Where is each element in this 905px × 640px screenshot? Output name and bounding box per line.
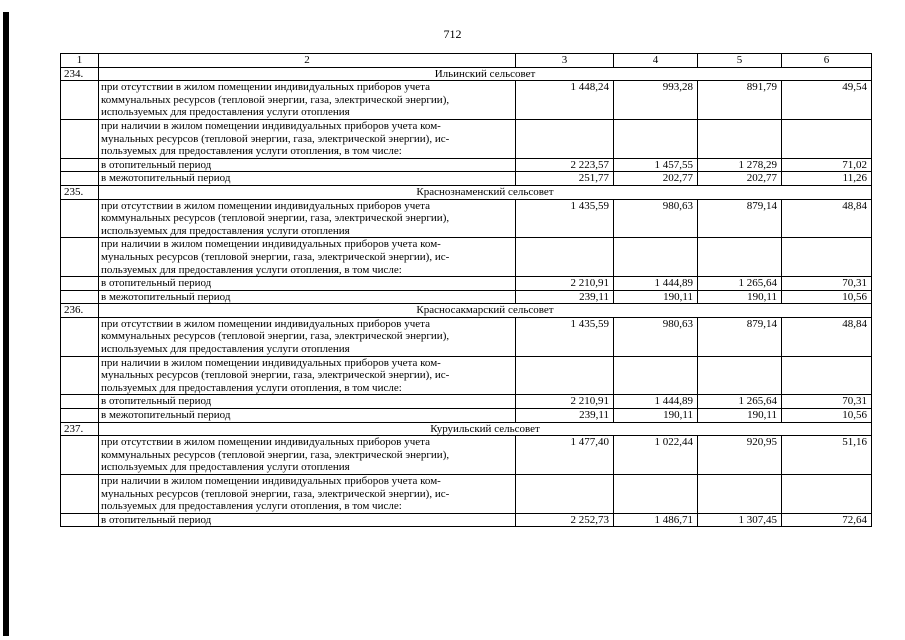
value-cell-c3: 1 435,59 bbox=[516, 317, 614, 356]
value-cell-c5: 1 265,64 bbox=[698, 395, 782, 409]
value-cell-c3: 1 477,40 bbox=[516, 436, 614, 475]
value-cell-c3 bbox=[516, 475, 614, 514]
index-cell bbox=[61, 356, 99, 395]
value-cell-c6: 51,16 bbox=[782, 436, 872, 475]
value-cell-c5 bbox=[698, 119, 782, 158]
section-number: 237. bbox=[61, 422, 99, 436]
description-cell bbox=[99, 409, 516, 423]
table-row bbox=[61, 395, 872, 409]
value-cell-c6: 70,31 bbox=[782, 277, 872, 291]
value-cell-c3 bbox=[516, 238, 614, 277]
description-line: в межотопительный период bbox=[101, 409, 231, 422]
value-cell-c5: 190,11 bbox=[698, 409, 782, 423]
value-cell-c4: 202,77 bbox=[614, 172, 698, 186]
index-cell bbox=[61, 513, 99, 527]
page-number: 712 bbox=[443, 27, 462, 41]
value-cell-c3: 2 210,91 bbox=[516, 395, 614, 409]
description-line: пользуемых для предоставления услуги отопления, в том числе: bbox=[101, 145, 402, 158]
value-cell-c4: 1 486,71 bbox=[614, 513, 698, 527]
description-cell bbox=[99, 395, 516, 409]
description-cell bbox=[99, 436, 516, 475]
value-cell-c6: 71,02 bbox=[782, 158, 872, 172]
index-cell bbox=[61, 199, 99, 238]
header-cell-5: 5 bbox=[698, 54, 782, 68]
table-row bbox=[61, 475, 872, 514]
description-line: используемых для предоставления услуги отопления bbox=[101, 224, 350, 237]
value-cell-c4: 1 444,89 bbox=[614, 395, 698, 409]
description-line: при наличии в жилом помещении индивидуальных приборов учета ком- bbox=[101, 356, 441, 369]
value-cell-c3: 2 223,57 bbox=[516, 158, 614, 172]
description-cell bbox=[99, 277, 516, 291]
description-line: при отсутствии в жилом помещении индивидуальных приборов учета bbox=[101, 436, 430, 449]
description-line: коммунальных ресурсов (тепловой энергии, газа, электрической энергии), bbox=[101, 448, 450, 461]
value-cell-c6 bbox=[782, 475, 872, 514]
value-cell-c5: 920,95 bbox=[698, 436, 782, 475]
index-cell bbox=[61, 81, 99, 120]
section-number: 234. bbox=[61, 67, 99, 81]
table-row bbox=[61, 158, 872, 172]
value-cell-c6: 72,64 bbox=[782, 513, 872, 527]
value-cell-c3: 239,11 bbox=[516, 409, 614, 423]
value-cell-c6 bbox=[782, 356, 872, 395]
value-cell-c3: 251,77 bbox=[516, 172, 614, 186]
table-row bbox=[61, 436, 872, 475]
description-cell bbox=[99, 81, 516, 120]
index-cell bbox=[61, 277, 99, 291]
value-cell-c5: 1 278,29 bbox=[698, 158, 782, 172]
table-row bbox=[61, 317, 872, 356]
table-row bbox=[61, 172, 872, 186]
index-cell bbox=[61, 238, 99, 277]
value-cell-c5: 879,14 bbox=[698, 199, 782, 238]
table-row bbox=[61, 513, 872, 527]
value-cell-c3: 1 435,59 bbox=[516, 199, 614, 238]
description-cell bbox=[99, 513, 516, 527]
description-line: в отопительный период bbox=[101, 395, 212, 408]
value-cell-c5 bbox=[698, 238, 782, 277]
scan-edge-bar bbox=[3, 12, 9, 636]
value-cell-c5: 190,11 bbox=[698, 290, 782, 304]
value-cell-c4: 1 457,55 bbox=[614, 158, 698, 172]
description-line: в отопительный период bbox=[101, 513, 212, 526]
value-cell-c4 bbox=[614, 356, 698, 395]
description-line: при наличии в жилом помещении индивидуальных приборов учета ком- bbox=[101, 238, 441, 251]
table-row bbox=[61, 277, 872, 291]
description-cell bbox=[99, 158, 516, 172]
value-cell-c5 bbox=[698, 356, 782, 395]
header-cell-6: 6 bbox=[782, 54, 872, 68]
table-row bbox=[61, 119, 872, 158]
table-row bbox=[61, 199, 872, 238]
value-cell-c6: 10,56 bbox=[782, 409, 872, 423]
description-cell bbox=[99, 475, 516, 514]
description-line: мунальных ресурсов (тепловой энергии, газа, электрической энергии), ис- bbox=[101, 250, 450, 263]
section-number: 235. bbox=[61, 185, 99, 199]
section-row bbox=[61, 67, 872, 81]
description-line: используемых для предоставления услуги отопления bbox=[101, 106, 350, 119]
description-line: в межотопительный период bbox=[101, 172, 231, 185]
description-line: в отопительный период bbox=[101, 277, 212, 290]
value-cell-c3: 2 210,91 bbox=[516, 277, 614, 291]
value-cell-c4: 1 022,44 bbox=[614, 436, 698, 475]
index-cell bbox=[61, 395, 99, 409]
description-line: в отопительный период bbox=[101, 158, 212, 171]
section-row bbox=[61, 422, 872, 436]
header-cell-1: 1 bbox=[61, 54, 99, 68]
table-row bbox=[61, 356, 872, 395]
value-cell-c5: 891,79 bbox=[698, 81, 782, 120]
index-cell bbox=[61, 158, 99, 172]
index-cell bbox=[61, 172, 99, 186]
description-cell bbox=[99, 119, 516, 158]
value-cell-c4: 1 444,89 bbox=[614, 277, 698, 291]
value-cell-c6: 70,31 bbox=[782, 395, 872, 409]
value-cell-c3: 2 252,73 bbox=[516, 513, 614, 527]
value-cell-c5: 1 307,45 bbox=[698, 513, 782, 527]
tariff-table bbox=[60, 53, 872, 527]
index-cell bbox=[61, 409, 99, 423]
description-line: при отсутствии в жилом помещении индивидуальных приборов учета bbox=[101, 317, 430, 330]
description-line: пользуемых для предоставления услуги отопления, в том числе: bbox=[101, 263, 402, 276]
description-line: при отсутствии в жилом помещении индивидуальных приборов учета bbox=[101, 81, 430, 94]
description-line: при отсутствии в жилом помещении индивидуальных приборов учета bbox=[101, 199, 430, 212]
description-line: используемых для предоставления услуги отопления bbox=[101, 461, 350, 474]
section-title: Краснознаменский сельсовет bbox=[99, 185, 872, 199]
value-cell-c4: 980,63 bbox=[614, 199, 698, 238]
table-row bbox=[61, 81, 872, 120]
value-cell-c4: 190,11 bbox=[614, 290, 698, 304]
value-cell-c3: 1 448,24 bbox=[516, 81, 614, 120]
description-cell bbox=[99, 356, 516, 395]
description-line: мунальных ресурсов (тепловой энергии, газа, электрической энергии), ис- bbox=[101, 132, 450, 145]
value-cell-c6: 11,26 bbox=[782, 172, 872, 186]
value-cell-c4 bbox=[614, 119, 698, 158]
value-cell-c6 bbox=[782, 238, 872, 277]
header-cell-2: 2 bbox=[99, 54, 516, 68]
description-cell bbox=[99, 172, 516, 186]
value-cell-c4 bbox=[614, 238, 698, 277]
table-row bbox=[61, 409, 872, 423]
section-row bbox=[61, 185, 872, 199]
description-line: пользуемых для предоставления услуги отопления, в том числе: bbox=[101, 381, 402, 394]
value-cell-c4 bbox=[614, 475, 698, 514]
section-title: Куруильский сельсовет bbox=[99, 422, 872, 436]
description-line: коммунальных ресурсов (тепловой энергии, газа, электрической энергии), bbox=[101, 330, 450, 343]
description-line: коммунальных ресурсов (тепловой энергии, газа, электрической энергии), bbox=[101, 212, 450, 225]
value-cell-c6: 49,54 bbox=[782, 81, 872, 120]
description-line: мунальных ресурсов (тепловой энергии, газа, электрической энергии), ис- bbox=[101, 487, 450, 500]
description-line: мунальных ресурсов (тепловой энергии, газа, электрической энергии), ис- bbox=[101, 369, 450, 382]
value-cell-c6 bbox=[782, 119, 872, 158]
value-cell-c4: 190,11 bbox=[614, 409, 698, 423]
value-cell-c3: 239,11 bbox=[516, 290, 614, 304]
description-line: в межотопительный период bbox=[101, 290, 231, 303]
description-cell bbox=[99, 290, 516, 304]
index-cell bbox=[61, 290, 99, 304]
description-line: при наличии в жилом помещении индивидуальных приборов учета ком- bbox=[101, 119, 441, 132]
value-cell-c5: 202,77 bbox=[698, 172, 782, 186]
value-cell-c4: 993,28 bbox=[614, 81, 698, 120]
description-cell bbox=[99, 317, 516, 356]
value-cell-c3 bbox=[516, 119, 614, 158]
description-cell bbox=[99, 199, 516, 238]
value-cell-c5: 1 265,64 bbox=[698, 277, 782, 291]
value-cell-c6: 48,84 bbox=[782, 199, 872, 238]
header-cell-4: 4 bbox=[614, 54, 698, 68]
section-title: Ильинский сельсовет bbox=[99, 67, 872, 81]
index-cell bbox=[61, 436, 99, 475]
description-cell bbox=[99, 238, 516, 277]
header-row bbox=[61, 54, 872, 68]
table-row bbox=[61, 290, 872, 304]
header-cell-3: 3 bbox=[516, 54, 614, 68]
value-cell-c6: 10,56 bbox=[782, 290, 872, 304]
section-number: 236. bbox=[61, 304, 99, 318]
value-cell-c6: 48,84 bbox=[782, 317, 872, 356]
description-line: используемых для предоставления услуги отопления bbox=[101, 343, 350, 356]
section-title: Красносакмарский сельсовет bbox=[99, 304, 872, 318]
table-row bbox=[61, 238, 872, 277]
section-row bbox=[61, 304, 872, 318]
index-cell bbox=[61, 119, 99, 158]
value-cell-c3 bbox=[516, 356, 614, 395]
index-cell bbox=[61, 317, 99, 356]
description-line: коммунальных ресурсов (тепловой энергии, газа, электрической энергии), bbox=[101, 93, 450, 106]
value-cell-c5: 879,14 bbox=[698, 317, 782, 356]
value-cell-c5 bbox=[698, 475, 782, 514]
value-cell-c4: 980,63 bbox=[614, 317, 698, 356]
description-line: при наличии в жилом помещении индивидуальных приборов учета ком- bbox=[101, 475, 441, 487]
index-cell bbox=[61, 475, 99, 514]
description-line: пользуемых для предоставления услуги отопления, в том числе: bbox=[101, 500, 402, 513]
